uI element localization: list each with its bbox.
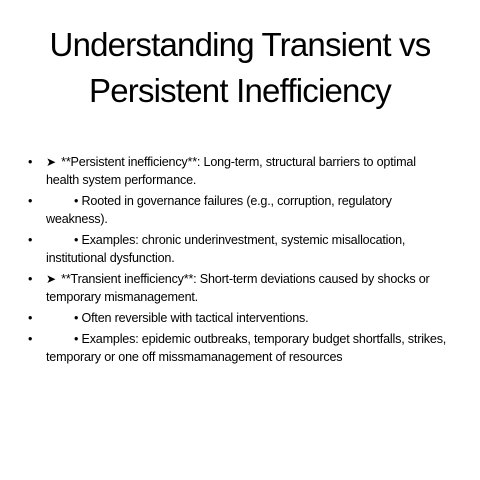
bullet-list (28, 153, 448, 369)
bullet-text: • Often reversible with tactical interventions. (74, 311, 309, 325)
bullet-text: • Rooted in governance failures (e.g., corruption, regulatory weakness). (46, 194, 392, 226)
bullet-text: • Examples: epidemic outbreaks, temporary budget shortfalls, strikes, temporary or one off missmamanagement of resources (46, 332, 447, 364)
bullet-dot-icon: • (28, 194, 33, 208)
arrow-right-icon: ➤ (46, 155, 56, 169)
title-line-2: Persistent Inefficiency (89, 72, 391, 109)
bullet-text (46, 155, 416, 187)
bullet-text: • Examples: chronic underinvestment, systemic misallocation, institutional dysfunction. (46, 233, 406, 265)
bullet-item-governance (28, 192, 448, 228)
arrow-right-icon: ➤ (46, 272, 56, 286)
bullet-label: **Persistent inefficiency**: Long-term, structural barriers to optimal health system performance. (46, 155, 416, 187)
bullet-item-reversible (28, 309, 448, 327)
bullet-label: **Transient inefficiency**: Short-term deviations caused by shocks or temporary mismanagement. (46, 272, 430, 304)
slide-title (30, 22, 450, 114)
bullet-item-persistent (28, 153, 448, 189)
bullet-text (46, 272, 430, 304)
bullet-dot-icon: • (28, 272, 33, 286)
bullet-dot-icon: • (28, 332, 33, 346)
bullet-item-transient (28, 270, 448, 306)
bullet-item-transient-examples (28, 330, 448, 366)
bullet-dot-icon: • (28, 311, 33, 325)
title-line-1: Understanding Transient vs (49, 26, 431, 63)
bullet-dot-icon: • (28, 233, 33, 247)
bullet-dot-icon: • (28, 155, 33, 169)
bullet-item-persistent-examples (28, 231, 448, 267)
